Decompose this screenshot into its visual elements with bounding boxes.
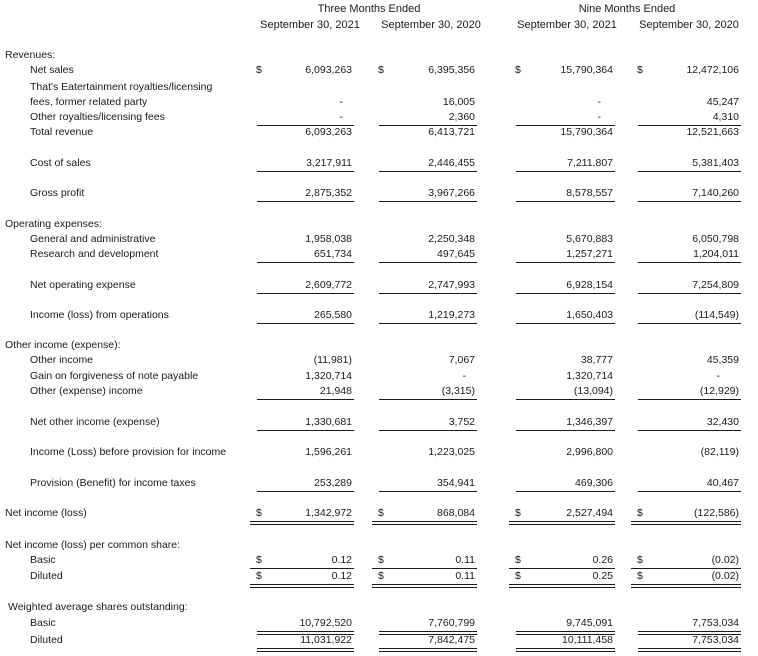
value-cell: 868,084 xyxy=(437,507,475,519)
rule-line xyxy=(516,430,615,431)
rule-line xyxy=(516,201,615,202)
label-cost-of-sales: Cost of sales xyxy=(30,157,91,169)
value-cell: 7,753,034 xyxy=(692,634,739,646)
value-cell: 1,219,273 xyxy=(428,309,475,321)
value-cell: 3,217,911 xyxy=(306,157,352,169)
value-cell: 15,790,364 xyxy=(560,126,613,138)
rule-line xyxy=(379,430,477,431)
value-cell: (0.02) xyxy=(711,554,739,566)
rule-line xyxy=(379,201,477,202)
label-total-revenue: Total revenue xyxy=(30,126,94,138)
value-cell: 7,753,034 xyxy=(692,617,739,629)
header-col-3: September 30, 2021 xyxy=(517,19,617,31)
double-rule-line xyxy=(372,521,477,525)
rule-line xyxy=(631,568,741,569)
value-cell: - xyxy=(339,96,343,108)
dollar-sign: $ xyxy=(256,64,262,76)
label-general-admin: General and administrative xyxy=(30,233,156,245)
rule-line xyxy=(516,293,615,294)
rule-line xyxy=(379,293,477,294)
rule-line xyxy=(257,491,354,492)
dollar-sign: $ xyxy=(515,554,521,566)
label-net-sales: Net sales xyxy=(30,64,74,76)
rule-line xyxy=(257,399,354,400)
label-eatertainment-2: fees, former related party xyxy=(30,96,148,108)
value-cell: 1,204,011 xyxy=(693,248,739,260)
value-cell: 10,111,458 xyxy=(562,634,613,646)
value-cell: 21,948 xyxy=(319,385,352,397)
double-rule-line xyxy=(250,521,354,525)
label-shares-basic: Basic xyxy=(30,617,56,629)
rule-line xyxy=(257,293,354,294)
value-cell: 12,521,663 xyxy=(686,126,739,138)
dollar-sign: $ xyxy=(637,64,643,76)
value-cell: 4,310 xyxy=(712,111,739,123)
value-cell: 9,745,091 xyxy=(566,617,613,629)
rule-line xyxy=(379,262,477,263)
value-cell: 6,093,263 xyxy=(305,64,352,76)
value-cell: 6,928,154 xyxy=(566,279,613,291)
value-cell: 2,996,800 xyxy=(566,446,613,458)
header-three-months: Three Months Ended xyxy=(317,3,421,15)
rule-line xyxy=(257,125,354,126)
dollar-sign: $ xyxy=(256,507,262,519)
value-cell: (0.02) xyxy=(711,570,739,582)
value-cell: (114,549) xyxy=(694,309,739,321)
rule-line xyxy=(257,323,354,324)
rule-line xyxy=(638,293,741,294)
value-cell: 354,941 xyxy=(437,477,475,489)
label-eatertainment-1: That's Eatertainment royalties/licensing xyxy=(30,81,213,93)
double-rule-line xyxy=(372,584,477,588)
value-cell: 5,670,883 xyxy=(566,233,613,245)
value-cell: (11,981) xyxy=(313,354,352,366)
label-operating-expenses: Operating expenses: xyxy=(5,218,102,230)
value-cell: (12,929) xyxy=(699,385,739,397)
value-cell: 7,842,475 xyxy=(428,634,475,646)
value-cell: 16,005 xyxy=(442,96,475,108)
value-cell: 265,580 xyxy=(314,309,352,321)
value-cell: 1,342,972 xyxy=(305,507,352,519)
rule-line xyxy=(250,568,354,569)
rule-line xyxy=(257,171,354,172)
value-cell: 1,650,403 xyxy=(566,309,613,321)
double-rule-line xyxy=(509,584,615,588)
header-col-4: September 30, 2020 xyxy=(639,19,739,31)
value-cell: (122,586) xyxy=(694,507,739,519)
label-net-income: Net income (loss) xyxy=(5,507,87,519)
rule-line xyxy=(516,323,615,324)
value-cell: 45,247 xyxy=(706,96,739,108)
label-research-dev: Research and development xyxy=(30,248,159,260)
double-rule-line xyxy=(631,584,741,588)
dollar-sign: $ xyxy=(256,570,262,582)
value-cell: 40,467 xyxy=(706,477,739,489)
value-cell: 0.25 xyxy=(592,570,613,582)
value-cell: 5,381,403 xyxy=(692,157,739,169)
dollar-sign: $ xyxy=(637,507,643,519)
label-income-before-provision: Income (Loss) before provision for income xyxy=(30,446,227,458)
rule-line xyxy=(509,568,615,569)
double-rule-line xyxy=(257,648,354,652)
value-cell: 1,346,397 xyxy=(566,416,613,428)
value-cell: 7,760,799 xyxy=(428,617,475,629)
value-cell: 6,395,356 xyxy=(428,64,475,76)
value-cell: 469,306 xyxy=(575,477,613,489)
double-rule-line xyxy=(638,631,741,635)
value-cell: 1,257,271 xyxy=(566,248,613,260)
rule-line xyxy=(379,399,477,400)
value-cell: 1,320,714 xyxy=(566,370,613,382)
value-cell: 2,446,455 xyxy=(428,157,475,169)
double-rule-line xyxy=(638,648,741,652)
value-cell: 6,050,798 xyxy=(692,233,739,245)
value-cell: 38,777 xyxy=(580,354,613,366)
rule-line xyxy=(638,125,741,126)
dollar-sign: $ xyxy=(637,570,643,582)
value-cell: 7,140,260 xyxy=(692,187,739,199)
double-rule-line xyxy=(250,584,354,588)
rule-line xyxy=(372,568,477,569)
rule-line xyxy=(638,201,741,202)
value-cell: 1,330,681 xyxy=(305,416,352,428)
value-cell: 0.26 xyxy=(592,554,613,566)
value-cell: 1,958,038 xyxy=(305,233,352,245)
rule-line xyxy=(257,201,354,202)
label-weighted-average: Weighted average shares outstanding: xyxy=(8,601,188,613)
double-rule-line xyxy=(631,521,741,525)
value-cell: 10,792,520 xyxy=(299,617,352,629)
rule-line xyxy=(257,430,354,431)
rule-line xyxy=(638,171,741,172)
label-other-income-expense: Other income (expense): xyxy=(5,339,121,351)
value-cell: - xyxy=(597,111,601,123)
dollar-sign: $ xyxy=(378,507,384,519)
label-per-share-diluted: Diluted xyxy=(30,570,63,582)
rule-line xyxy=(638,262,741,263)
header-col-2: September 30, 2020 xyxy=(381,19,481,31)
dollar-sign: $ xyxy=(378,570,384,582)
value-cell: 0.11 xyxy=(455,570,475,582)
label-income-from-operations: Income (loss) from operations xyxy=(30,309,169,321)
rule-line xyxy=(638,491,741,492)
dollar-sign: $ xyxy=(515,507,521,519)
label-revenues: Revenues: xyxy=(5,49,56,61)
rule-line xyxy=(516,171,615,172)
value-cell: 7,067 xyxy=(448,354,475,366)
label-per-share: Net income (loss) per common share: xyxy=(5,539,181,551)
label-gross-profit: Gross profit xyxy=(30,187,85,199)
rule-line xyxy=(516,491,615,492)
double-rule-line xyxy=(379,648,477,652)
value-cell: 1,596,261 xyxy=(305,446,352,458)
value-cell: 651,734 xyxy=(314,248,352,260)
value-cell: 2,527,494 xyxy=(566,507,613,519)
double-rule-line xyxy=(509,521,615,525)
double-rule-line xyxy=(257,631,354,635)
rule-line xyxy=(379,125,477,126)
double-rule-line xyxy=(516,631,615,635)
value-cell: - xyxy=(716,370,720,382)
value-cell: 12,472,106 xyxy=(686,64,739,76)
value-cell: - xyxy=(339,111,343,123)
rule-line xyxy=(638,399,741,400)
value-cell: 2,609,772 xyxy=(305,279,352,291)
value-cell: 6,413,721 xyxy=(428,126,475,138)
dollar-sign: $ xyxy=(378,64,384,76)
value-cell: 3,752 xyxy=(448,416,475,428)
label-gain-forgiveness: Gain on forgiveness of note payable xyxy=(30,370,199,382)
header-col-1: September 30, 2021 xyxy=(260,19,360,31)
value-cell: 3,967,266 xyxy=(428,187,475,199)
value-cell: 253,289 xyxy=(314,477,352,489)
value-cell: 7,211,807 xyxy=(567,157,613,169)
value-cell: 2,250,348 xyxy=(428,233,475,245)
value-cell: 11,031,922 xyxy=(300,634,352,646)
value-cell: 0.12 xyxy=(331,570,352,582)
rule-line xyxy=(516,262,615,263)
label-net-other-income: Net other income (expense) xyxy=(30,416,160,428)
rule-line xyxy=(379,323,477,324)
value-cell: 0.11 xyxy=(455,554,475,566)
label-other-royalties: Other royalties/licensing fees xyxy=(30,111,165,123)
label-other-expense-income: Other (expense) income xyxy=(30,385,143,397)
label-provision-taxes: Provision (Benefit) for income taxes xyxy=(30,477,196,489)
rule-line xyxy=(516,399,615,400)
value-cell: 6,093,263 xyxy=(305,126,352,138)
value-cell: (13,094) xyxy=(573,385,613,397)
value-cell: - xyxy=(462,370,466,382)
header-nine-months: Nine Months Ended xyxy=(578,3,676,15)
value-cell: (82,119) xyxy=(700,446,739,458)
dollar-sign: $ xyxy=(515,64,521,76)
rule-line xyxy=(638,430,741,431)
value-cell: 1,223,025 xyxy=(428,446,475,458)
value-cell: 7,254,809 xyxy=(692,279,739,291)
value-cell: 1,320,714 xyxy=(305,370,352,382)
value-cell: 8,578,557 xyxy=(566,187,613,199)
value-cell: 32,430 xyxy=(706,416,739,428)
dollar-sign: $ xyxy=(515,570,521,582)
double-rule-line xyxy=(379,631,477,635)
dollar-sign: $ xyxy=(378,554,384,566)
dollar-sign: $ xyxy=(256,554,262,566)
value-cell: 497,645 xyxy=(437,248,475,260)
value-cell: 15,790,364 xyxy=(560,64,613,76)
value-cell: 2,747,993 xyxy=(428,279,475,291)
value-cell: 2,360 xyxy=(448,111,475,123)
rule-line xyxy=(379,171,477,172)
rule-line xyxy=(638,323,741,324)
value-cell: 45,359 xyxy=(706,354,739,366)
label-net-operating-expense: Net operating expense xyxy=(30,279,136,291)
value-cell: 2,875,352 xyxy=(305,187,352,199)
label-other-income: Other income xyxy=(30,354,94,366)
label-per-share-basic: Basic xyxy=(30,554,56,566)
value-cell: - xyxy=(597,96,601,108)
rule-line xyxy=(516,125,615,126)
rule-line xyxy=(257,262,354,263)
dollar-sign: $ xyxy=(637,554,643,566)
value-cell: (3,315) xyxy=(441,385,475,397)
label-shares-diluted: Diluted xyxy=(30,634,63,646)
rule-line xyxy=(379,491,477,492)
double-rule-line xyxy=(516,648,615,652)
value-cell: 0.12 xyxy=(331,554,352,566)
